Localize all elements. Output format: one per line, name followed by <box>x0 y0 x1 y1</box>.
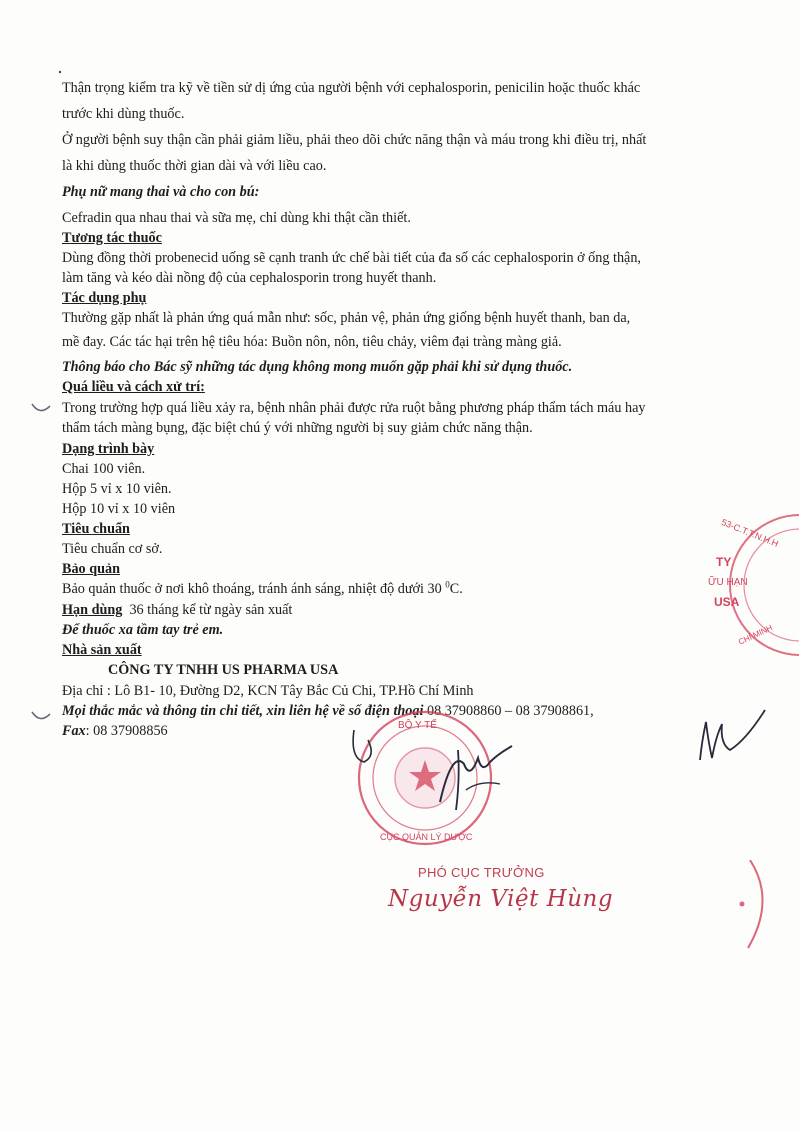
interaction-heading: Tương tác thuốc <box>62 230 162 246</box>
overdose-heading: Quá liều và cách xử trí: <box>62 379 205 395</box>
side-effects-line-2: mề đay. Các tác hại trên hệ tiêu hóa: Buồn nôn, nôn, tiêu chảy, viêm đại tràng màng giả. <box>62 334 562 350</box>
presentation-item-2: Hộp 5 vỉ x 10 viên. <box>62 481 172 497</box>
standard-text: Tiêu chuẩn cơ sở. <box>62 541 163 557</box>
ministry-stamp-top-text: BỘ Y TẾ <box>398 720 437 731</box>
initials-signature <box>690 700 780 780</box>
storage-text: Bảo quản thuốc ở nơi khô thoáng, tránh ánh sáng, nhiệt độ dưới 30 <box>62 581 442 597</box>
renal-line-2: là khi dùng thuốc thời gian dài và với liều cao. <box>62 158 327 174</box>
official-signature <box>340 710 530 830</box>
stamp-fragment <box>730 860 799 950</box>
notify-doctor: Thông báo cho Bác sỹ những tác dụng không mong muốn gặp phải khi sử dụng thuốc. <box>62 359 573 375</box>
manufacturer-heading: Nhà sản xuất <box>62 642 142 658</box>
company-stamp-line-2: ỮU HẠN <box>708 577 748 588</box>
caution-line-1: Thận trọng kiểm tra kỹ về tiền sử dị ứng của người bệnh với cephalosporin, penicilin hoặc thuốc khác <box>62 80 641 96</box>
fax-label: Fax <box>62 723 86 739</box>
presentation-item-1: Chai 100 viên. <box>62 461 146 477</box>
interaction-line-2: làm tăng và kéo dài nồng độ của cephalosporin trong huyết thanh. <box>62 270 437 286</box>
expiry-text: 36 tháng kể từ ngày sản xuất <box>129 602 293 618</box>
speck-icon <box>56 68 66 78</box>
company-stamp-line-3: USA <box>714 595 740 609</box>
renal-line-1: Ở người bệnh suy thận cần phải giảm liều, phải theo dõi chức năng thận và máu trong khi điều trị, nhất <box>62 132 647 148</box>
contact-label: Mọi thắc mắc và thông tin chi tiết, xin liên hệ về số điện thoại <box>62 703 424 719</box>
storage-degree-sup: 0 <box>445 579 450 590</box>
pregnancy-text: Cefradin qua nhau thai và sữa mẹ, chỉ dùng khi thật cần thiết. <box>62 210 411 226</box>
margin-mark-icon <box>30 708 52 726</box>
presentation-item-3: Hộp 10 vỉ x 10 viên <box>62 501 176 517</box>
storage-line <box>62 580 463 598</box>
side-effects-heading: Tác dụng phụ <box>62 290 147 306</box>
pregnancy-heading: Phụ nữ mang thai và cho con bú: <box>62 184 260 200</box>
expiry-line <box>62 601 292 619</box>
margin-mark-icon <box>30 400 52 418</box>
fax-number: : 08 37908856 <box>85 723 168 739</box>
approval-name: Nguyễn Việt Hùng <box>388 886 614 912</box>
overdose-line-1: Trong trường hợp quá liều xảy ra, bệnh nhân phải được rửa ruột bằng phương pháp thẩm tách máu hay <box>62 400 646 416</box>
company-stamp-ring-text: 53-C.T.T.N.H.H <box>719 516 780 549</box>
contact-phones: 08 37908860 – 08 37908861, <box>423 703 594 719</box>
overdose-line-2: thẩm tách màng bụng, đặc biệt chú ý với những người bị suy giảm chức năng thận. <box>62 420 533 436</box>
address: Địa chỉ : Lô B1- 10, Đường D2, KCN Tây Bắc Củ Chi, TP.Hồ Chí Minh <box>62 683 474 699</box>
company-name: CÔNG TY TNHH US PHARMA USA <box>108 662 339 678</box>
children-warning: Để thuốc xa tầm tay trẻ em. <box>62 622 224 638</box>
ministry-stamp-bottom-text: CỤC QUẢN LÝ DƯỢC <box>380 832 473 842</box>
presentation-heading: Dạng trình bày <box>62 441 155 457</box>
storage-unit: C. <box>449 581 463 597</box>
company-stamp-line-1: TY <box>716 555 732 569</box>
fax-line <box>62 722 168 740</box>
expiry-heading: Hạn dùng <box>62 602 123 618</box>
approval-title: PHÓ CỤC TRƯỞNG <box>418 865 545 880</box>
interaction-line-1: Dùng đồng thời probenecid uống sẽ cạnh tranh ức chế bài tiết của đa số các cephalosporin ở ống thận, <box>62 250 641 266</box>
caution-line-2: trước khi dùng thuốc. <box>62 106 185 122</box>
company-stamp-line-4: CHÍ MINH <box>737 623 774 647</box>
storage-heading: Bảo quản <box>62 561 120 577</box>
side-effects-line-1: Thường gặp nhất là phản ứng quá mẫn như: sốc, phản vệ, phản ứng giống bệnh huyết thanh, ban da, <box>62 310 631 326</box>
standard-heading: Tiêu chuẩn <box>62 521 130 537</box>
company-stamp <box>700 510 799 660</box>
